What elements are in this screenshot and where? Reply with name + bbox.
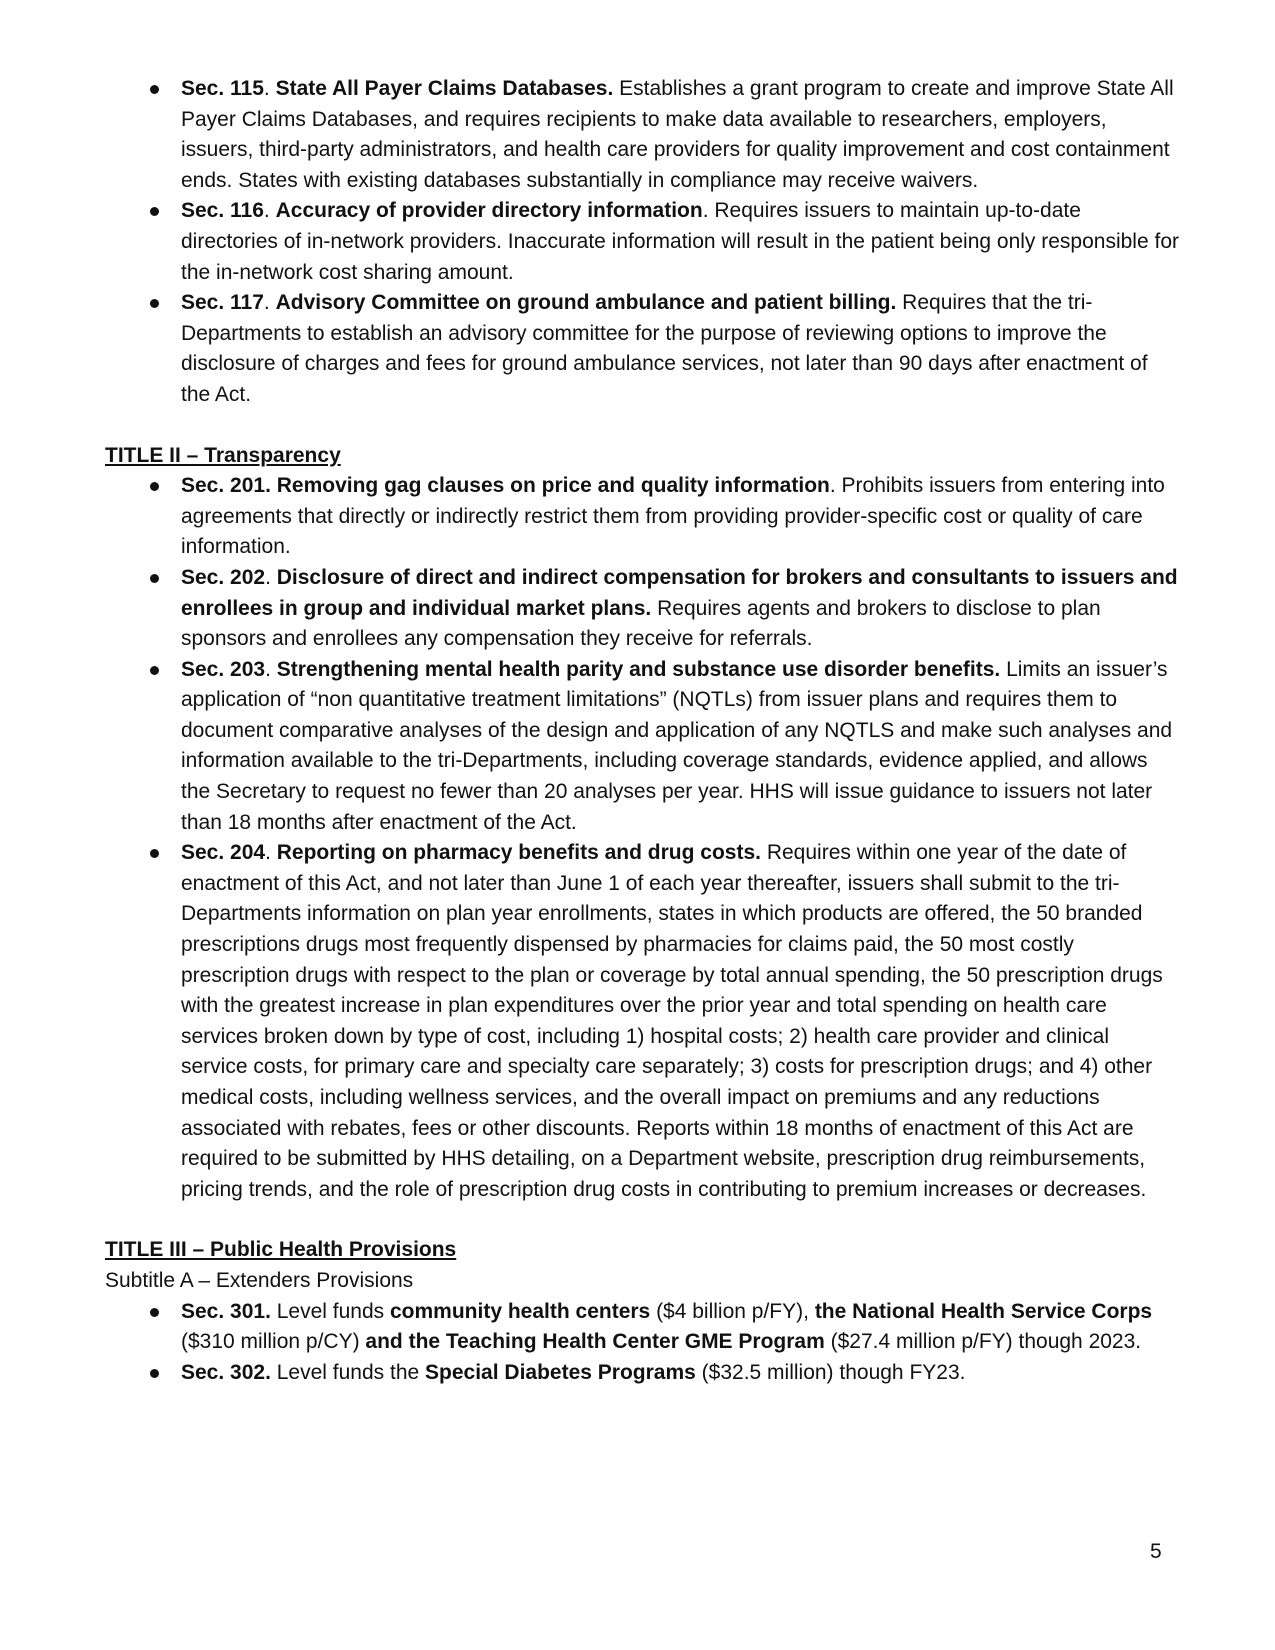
section-302-text-1: Level funds the bbox=[276, 1360, 426, 1384]
document-page bbox=[105, 74, 1180, 1388]
section-115-title: State All Payer Claims Databases. bbox=[275, 77, 614, 100]
title-2-heading: TITLE II – Transparency bbox=[105, 443, 341, 467]
section-301-item bbox=[105, 1297, 1180, 1358]
section-204-title: Reporting on pharmacy benefits and drug costs. bbox=[276, 841, 761, 865]
section-301-text-3: ($310 million p/CY) bbox=[181, 1330, 366, 1354]
section-117-item: Sec. 117. Advisory Committee on ground ambulance and patient billing. Requires that the tri-Departments to establish an advisory committee for the purpose of reviewing options to improve the disclosure of charges and fees for ground ambulance services, not later than 90 days after enactment of the Act. bbox=[105, 288, 1180, 410]
section-201-item: Sec. 201. Removing gag clauses on price and quality information. Prohibits issuers from entering into agreements that directly or indirectly restrict them from providing provider-specific cost or quality of care information. bbox=[105, 471, 1180, 563]
title-2-section-list bbox=[105, 471, 1180, 1205]
section-302-text-2: ($32.5 million) though FY23. bbox=[695, 1360, 966, 1384]
title-3-section-list bbox=[105, 1297, 1180, 1389]
section-302-number: Sec. 302. bbox=[181, 1360, 271, 1384]
section-203-number: Sec. 203 bbox=[181, 657, 266, 681]
section-301-text-4: ($27.4 million p/FY) though 2023. bbox=[824, 1330, 1142, 1354]
section-202-body: Requires agents and brokers to disclose to plan sponsors and enrollees any compensation they receive for referrals. bbox=[181, 596, 1101, 651]
section-204-body: Requires within one year of the date of enactment of this Act, and not later than June 1 of each year thereafter, issuers shall submit to the tri-Departments information on plan year enrollments, states in which products are offered, the 50 branded prescriptions drugs most frequently dispensed by pharmacies for claims paid, the 50 most costly prescription drugs with respect to the plan or coverage by total annual spending, the 50 prescription drugs with the greatest increase in plan expenditures over the prior year and total spending on health care services broken down by type of cost, including 1) hospital costs; 2) health care provider and clinical service costs, for primary care and specialty care separately; 3) costs for prescription drugs; and 4) other medical costs, including wellness services, and the overall impact on premiums and any reductions associated with rebates, fees or other discounts. Reports within 18 months of enactment of this Act are required to be submitted by HHS detailing, on a Department website, prescription drug reimbursements, pricing trends, and the role of prescription drug costs in contributing to premium increases or decreases. bbox=[181, 841, 1163, 1201]
section-204-item: Sec. 204. Reporting on pharmacy benefits and drug costs. Requires within one year of the date of enactment of this Act, and not later than June 1 of each year thereafter, issuers shall submit to the tri-Departments information on plan year enrollments, states in which products are offered, the 50 branded prescriptions drugs most frequently dispensed by pharmacies for claims paid, the 50 most costly prescription drugs with respect to the plan or coverage by total annual spending, the 50 prescription drugs with the greatest increase in plan expenditures over the prior year and total spending on health care services broken down by type of cost, including 1) hospital costs; 2) health care provider and clinical service costs, for primary care and specialty care separately; 3) costs for prescription drugs; and 4) other medical costs, including wellness services, and the overall impact on premiums and any reductions associated with rebates, fees or other discounts. Reports within 18 months of enactment of this Act are required to be submitted by HHS detailing, on a Department website, prescription drug reimbursements, pricing trends, and the role of prescription drug costs in contributing to premium increases or decreases. bbox=[105, 838, 1180, 1205]
section-116-number: Sec. 116 bbox=[181, 199, 264, 223]
title-1-section-list bbox=[105, 74, 1180, 411]
section-115-item: Sec. 115. State All Payer Claims Databases. Establishes a grant program to create and improve State All Payer Claims Databases, and requires recipients to make data available to researchers, employers, issuers, third-party administrators, and health care providers for quality improvement and cost containment ends. States with existing databases substantially in compliance may receive waivers. bbox=[105, 74, 1180, 196]
section-202-item: Sec. 202. Disclosure of direct and indirect compensation for brokers and consultants to issuers and enrollees in group and individual market plans. Requires agents and brokers to disclose to plan sponsors and enrollees any compensation they receive for referrals. bbox=[105, 563, 1180, 655]
section-116-title: Accuracy of provider directory information bbox=[275, 199, 703, 223]
section-117-body: Requires that the tri-Departments to establish an advisory committee for the purpose of reviewing options to improve the disclosure of charges and fees for ground ambulance services, not later than 90 days after enactment of the Act. bbox=[181, 291, 1148, 406]
section-117-number: Sec. 117 bbox=[181, 291, 264, 315]
spacer bbox=[105, 411, 1180, 441]
section-301-bold-2: the National Health Service Corps bbox=[814, 1299, 1153, 1323]
section-202-number: Sec. 202 bbox=[181, 565, 266, 589]
section-302-item bbox=[105, 1358, 1180, 1389]
section-203-item: Sec. 203. Strengthening mental health parity and substance use disorder benefits. Limits an issuer’s application of “non quantitative treatment limitations” (NQTLs) from issuer plans and requires them to document comparative analyses of the design and application of any NQTLS and make such analyses and information available to the tri-Departments, including coverage standards, evidence applied, and allows the Secretary to request no fewer than 20 analyses per year. HHS will issue guidance to issuers not later than 18 months after enactment of the Act. bbox=[105, 655, 1180, 839]
section-117-title: Advisory Committee on ground ambulance and patient billing. bbox=[275, 291, 897, 315]
title-3-subtitle: Subtitle A – Extenders Provisions bbox=[105, 1268, 414, 1292]
title-3-heading: TITLE III – Public Health Provisions bbox=[105, 1238, 457, 1262]
section-115-number: Sec. 115 bbox=[181, 77, 264, 100]
section-301-bold-1: community health centers bbox=[390, 1299, 651, 1323]
spacer bbox=[105, 1205, 1180, 1235]
page-number: 5 bbox=[1150, 1540, 1162, 1563]
section-201-body: Prohibits issuers from entering into agreements that directly or indirectly restrict them from providing provider-specific cost or quality of care information. bbox=[181, 474, 1165, 559]
section-116-body: Requires issuers to maintain up-to-date directories of in-network providers. Inaccurate information will result in the patient being only responsible for the in-network cost sharing amount. bbox=[181, 199, 1179, 284]
section-201-title: Removing gag clauses on price and quality information bbox=[276, 474, 830, 498]
section-201-number: Sec. 201. bbox=[181, 474, 271, 498]
section-301-bold-3: and the Teaching Health Center GME Program bbox=[365, 1330, 825, 1354]
section-115-body: Establishes a grant program to create and improve State All Payer Claims Databases, and requires recipients to make data available to researchers, employers, issuers, third-party administrators, and health care providers for quality improvement and cost containment ends. States with existing databases substantially in compliance may receive waivers. bbox=[181, 77, 1174, 192]
section-204-number: Sec. 204 bbox=[181, 841, 266, 865]
section-116-item: Sec. 116. Accuracy of provider directory information. Requires issuers to maintain up-to-date directories of in-network providers. Inaccurate information will result in the patient being only responsible for the in-network cost sharing amount. bbox=[105, 196, 1180, 288]
section-203-body: Limits an issuer’s application of “non quantitative treatment limitations” (NQTLs) from issuer plans and requires them to document comparative analyses of the design and application of any NQTLS and make such analyses and information available to the tri-Departments, including coverage standards, evidence applied, and allows the Secretary to request no fewer than 20 analyses per year. HHS will issue guidance to issuers not later than 18 months after enactment of the Act. bbox=[181, 657, 1173, 834]
section-203-title: Strengthening mental health parity and substance use disorder benefits. bbox=[276, 657, 1001, 681]
section-301-number: Sec. 301. bbox=[181, 1299, 271, 1323]
section-302-bold-1: Special Diabetes Programs bbox=[425, 1360, 696, 1384]
section-301-text-2: ($4 billion p/FY), bbox=[650, 1299, 815, 1323]
section-202-title: Disclosure of direct and indirect compensation for brokers and consultants to issuers and enrollees in group and individual market plans. bbox=[181, 565, 1178, 620]
section-301-text-1: Level funds bbox=[276, 1299, 390, 1323]
